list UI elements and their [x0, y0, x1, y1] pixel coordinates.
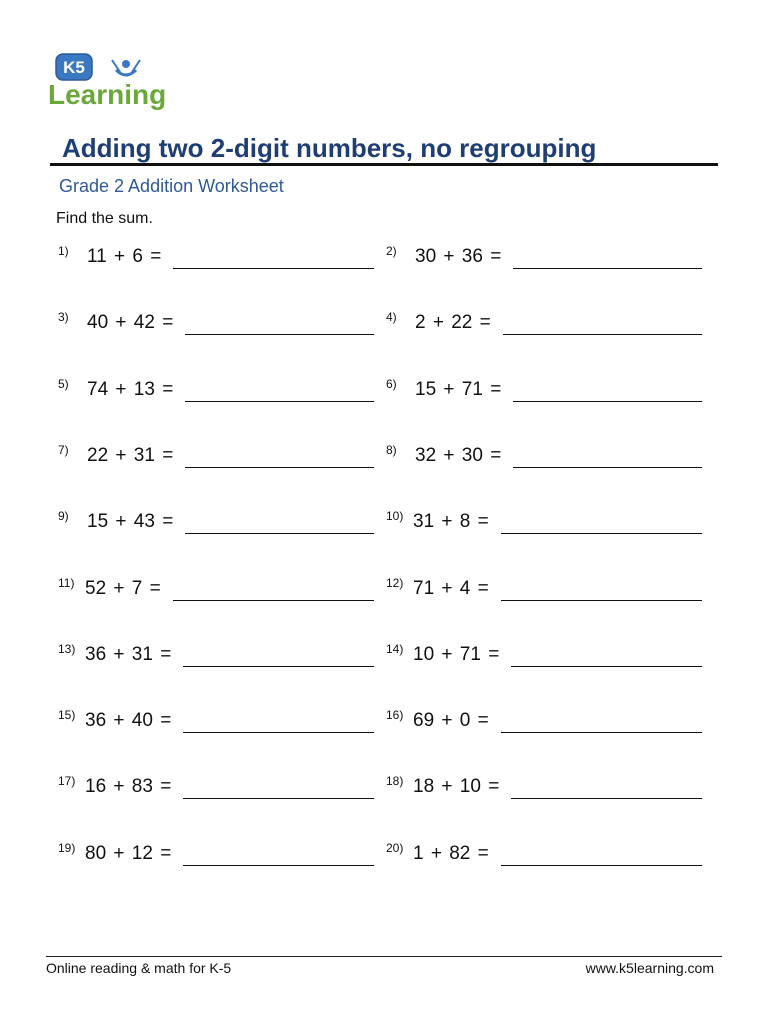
problem-expression: 30 + 36 = — [415, 246, 502, 267]
answer-blank[interactable] — [503, 334, 702, 335]
problem-expression: 71 + 4 = — [413, 577, 489, 599]
problem-number: 5) — [58, 376, 69, 391]
problem-number: 7) — [58, 442, 69, 457]
problem-12 — [386, 576, 716, 606]
answer-blank[interactable] — [513, 467, 702, 468]
problem-number: 19) — [58, 840, 76, 855]
problem-1 — [58, 244, 388, 274]
answer-blank[interactable] — [183, 798, 374, 799]
problem-expression: 32 + 30 = — [415, 444, 502, 466]
problem-expression: 69 + 0 = — [413, 710, 489, 732]
answer-blank[interactable] — [513, 401, 702, 402]
answer-blank[interactable] — [185, 401, 374, 402]
problem-number: 9) — [58, 509, 69, 524]
problem-18 — [386, 774, 716, 804]
footer-tagline: Online reading & math for K-5 — [46, 960, 232, 976]
problem-expression: 40 + 42 = — [87, 312, 174, 334]
answer-blank[interactable] — [183, 865, 374, 866]
problem-number: 3) — [58, 310, 69, 325]
problem-10 — [386, 509, 716, 539]
footer-divider — [46, 956, 722, 957]
problem-number: 6) — [386, 376, 397, 391]
answer-blank[interactable] — [185, 467, 374, 468]
answer-blank[interactable] — [173, 268, 374, 269]
answer-blank[interactable] — [511, 798, 702, 799]
problem-number: 10) — [386, 509, 404, 524]
problem-number: 1) — [58, 244, 69, 258]
instructions: Find the sum. — [56, 210, 153, 227]
problem-expression: 1 + 82 = — [413, 842, 489, 864]
problem-expression: 16 + 83 = — [85, 776, 172, 798]
problem-expression: 36 + 31 = — [85, 643, 172, 665]
problem-16 — [386, 708, 716, 738]
problem-9 — [58, 509, 388, 539]
problem-expression: 15 + 71 = — [415, 378, 502, 400]
answer-blank[interactable] — [513, 268, 702, 269]
answer-blank[interactable] — [185, 533, 374, 534]
problem-13 — [58, 642, 388, 672]
problem-14 — [386, 642, 716, 672]
problem-3 — [58, 310, 388, 340]
problem-expression: 11 + 6 = — [87, 246, 162, 267]
problem-number: 4) — [386, 310, 397, 325]
answer-blank[interactable] — [501, 533, 702, 534]
answer-blank[interactable] — [511, 666, 702, 667]
worksheet-title: Adding two 2-digit numbers, no regrouping — [62, 133, 597, 163]
problem-19 — [58, 841, 388, 871]
problem-number: 16) — [386, 708, 404, 723]
answer-blank[interactable] — [173, 600, 374, 601]
problem-expression: 80 + 12 = — [85, 842, 172, 864]
problem-7 — [58, 443, 388, 473]
problem-5 — [58, 377, 388, 407]
problem-number: 15) — [58, 708, 76, 723]
answer-blank[interactable] — [501, 732, 702, 733]
problem-expression: 52 + 7 = — [85, 577, 161, 599]
problem-number: 11) — [58, 575, 75, 590]
problem-expression: 18 + 10 = — [413, 776, 500, 798]
problem-number: 13) — [58, 641, 76, 656]
problem-number: 2) — [386, 244, 397, 258]
problem-expression: 2 + 22 = — [415, 312, 491, 334]
problem-number: 20) — [386, 840, 404, 855]
problem-number: 18) — [386, 774, 404, 789]
problem-number: 14) — [386, 641, 404, 656]
logo-badge-text: K5 — [63, 58, 85, 77]
logo-word: Learning — [48, 79, 167, 110]
problem-expression: 36 + 40 = — [85, 710, 172, 732]
problem-expression: 31 + 8 = — [413, 511, 489, 533]
answer-blank[interactable] — [185, 334, 374, 335]
problem-number: 12) — [386, 575, 404, 590]
problem-6 — [386, 377, 716, 407]
worksheet-subtitle: Grade 2 Addition Worksheet — [59, 176, 284, 196]
problem-expression: 15 + 43 = — [87, 511, 174, 533]
answer-blank[interactable] — [501, 865, 702, 866]
problem-15 — [58, 708, 388, 738]
problem-11 — [58, 576, 388, 606]
problem-20 — [386, 841, 716, 871]
answer-blank[interactable] — [501, 600, 702, 601]
problem-2 — [386, 244, 716, 274]
problem-8 — [386, 443, 716, 473]
problem-number: 8) — [386, 442, 397, 457]
problem-expression: 22 + 31 = — [87, 444, 174, 466]
problem-expression: 74 + 13 = — [87, 378, 174, 400]
problem-number: 17) — [58, 774, 76, 789]
problem-expression: 10 + 71 = — [413, 643, 500, 665]
answer-blank[interactable] — [183, 666, 374, 667]
problem-17 — [58, 774, 388, 804]
answer-blank[interactable] — [183, 732, 374, 733]
problem-4 — [386, 310, 716, 340]
footer-website-link[interactable]: www.k5learning.com — [585, 960, 714, 976]
